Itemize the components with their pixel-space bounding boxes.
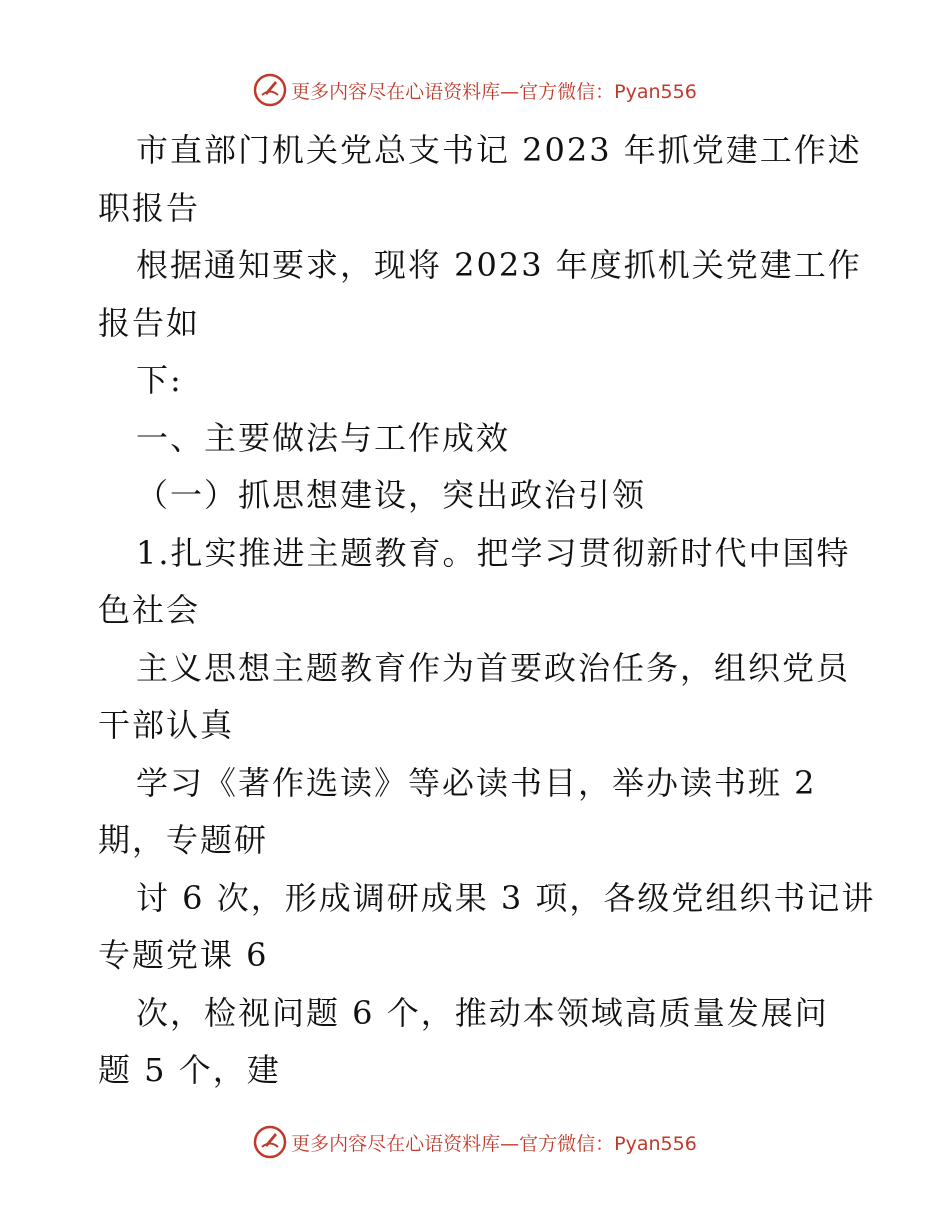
paragraph-line: 期，专题研 <box>98 821 269 859</box>
banner-text: 更多内容尽在心语资料库— <box>291 1132 520 1155</box>
subsection-heading: （一）抓思想建设，突出政治引领 <box>136 476 647 514</box>
paragraph-line: 专题党课 6 <box>98 936 269 974</box>
paragraph-line: 1.扎实推进主题教育。把学习贯彻新时代中国特 <box>136 533 851 572</box>
book-pen-logo-icon <box>253 1125 287 1159</box>
paragraph-line: 讨 6 次，形成调研成果 3 项，各级党组织书记讲 <box>136 878 876 917</box>
footer-banner <box>0 1125 950 1159</box>
title-line-2: 职报告 <box>98 188 201 227</box>
banner-wechat-text: 官方微信：Pyan556 <box>519 80 697 103</box>
paragraph-line: 色社会 <box>98 591 201 629</box>
paragraph-line: 题 5 个，建 <box>98 1051 281 1089</box>
paragraph-line: 报告如 <box>98 303 201 342</box>
paragraph-line: 干部认真 <box>98 706 235 744</box>
paragraph-line: 主义思想主题教育作为首要政治任务，组织党员 <box>136 648 851 687</box>
document-body <box>98 122 876 1100</box>
header-banner <box>0 73 950 107</box>
paragraph-line: 学习《著作选读》等必读书目，举办读书班 2 <box>136 763 817 802</box>
banner-text: 更多内容尽在心语资料库— <box>291 80 520 103</box>
paragraph-line: 根据通知要求，现将 2023 年度抓机关党建工作 <box>136 246 862 284</box>
paragraph-line: 下: <box>136 361 183 399</box>
section-heading: 一、主要做法与工作成效 <box>136 418 511 457</box>
title-line-1: 市直部门机关党总支书记 2023 年抓党建工作述 <box>136 131 862 169</box>
book-pen-logo-icon <box>253 73 287 107</box>
banner-wechat-text: 官方微信：Pyan556 <box>519 1132 697 1155</box>
paragraph-line: 次，检视问题 6 个，推动本领域高质量发展问 <box>136 993 829 1032</box>
